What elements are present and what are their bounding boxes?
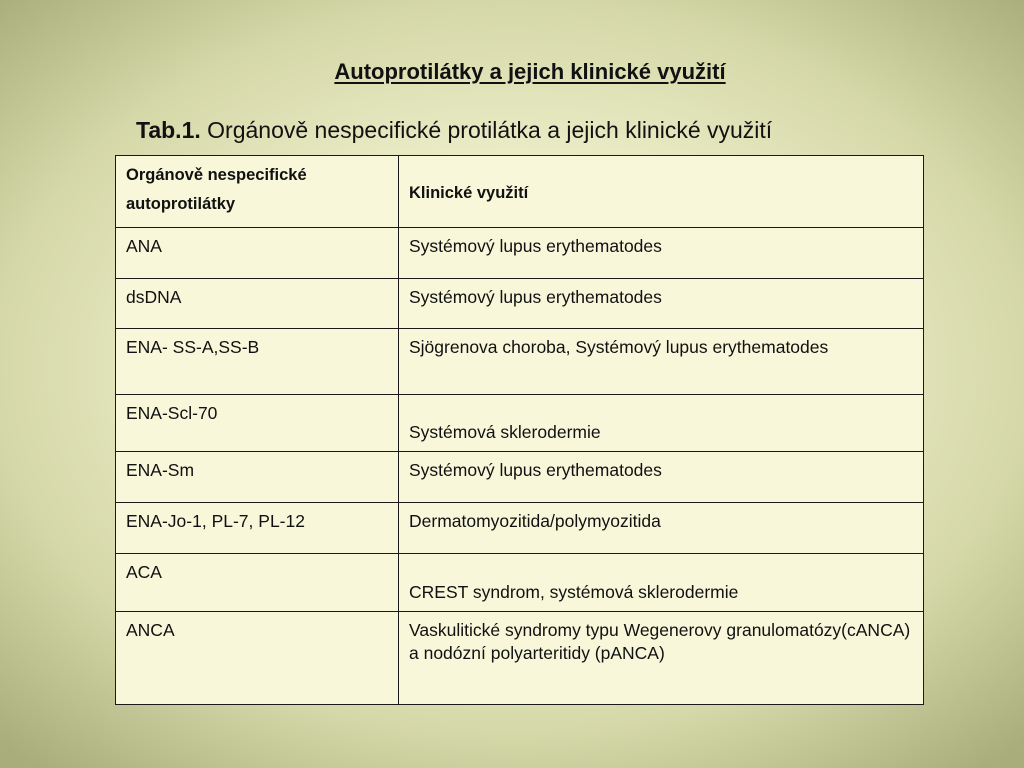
table-row [116, 452, 924, 503]
table-row [116, 395, 924, 452]
caption-text: Orgánově nespecifické protilátka a jejich klinické využití [200, 117, 773, 143]
slide-title: Autoprotilátky a jejich klinické využití [334, 59, 726, 84]
antibody-cell: dsDNA [116, 279, 399, 329]
antibody-cell: ENA- SS-A,SS-B [116, 329, 399, 395]
table-row [116, 329, 924, 395]
antibody-cell: ANA [116, 228, 399, 279]
table-row [116, 612, 924, 705]
clinical-use-cell: Systémová sklerodermie [399, 395, 924, 452]
table-row [116, 554, 924, 612]
table-row [116, 228, 924, 279]
clinical-use-cell: Systémový lupus erythematodes [399, 452, 924, 503]
clinical-use-cell: Vaskulitické syndromy typu Wegenerovy granulomatózy(cANCA) a nodózní polyarteritidy (pANCA) [399, 612, 924, 705]
antibody-cell: ANCA [116, 612, 399, 705]
antibody-cell: ENA-Sm [116, 452, 399, 503]
column-header-clinical-use: Klinické využití [399, 156, 924, 228]
antibody-table [115, 155, 924, 705]
table-row [116, 503, 924, 554]
table-row [116, 279, 924, 329]
column-header-antibodies: Orgánově nespecifické autoprotilátky [116, 156, 399, 228]
antibody-cell: ENA-Scl-70 [116, 395, 399, 452]
caption-label: Tab.1. [136, 117, 201, 143]
clinical-use-cell: Systémový lupus erythematodes [399, 279, 924, 329]
clinical-use-cell: Dermatomyozitida/polymyozitida [399, 503, 924, 554]
clinical-use-cell: CREST syndrom, systémová sklerodermie [399, 554, 924, 612]
table-caption [136, 113, 772, 147]
clinical-use-cell: Sjögrenova choroba, Systémový lupus erythematodes [399, 329, 924, 395]
antibody-cell: ENA-Jo-1, PL-7, PL-12 [116, 503, 399, 554]
table-header-row [116, 156, 924, 228]
antibody-cell: ACA [116, 554, 399, 612]
clinical-use-cell: Systémový lupus erythematodes [399, 228, 924, 279]
